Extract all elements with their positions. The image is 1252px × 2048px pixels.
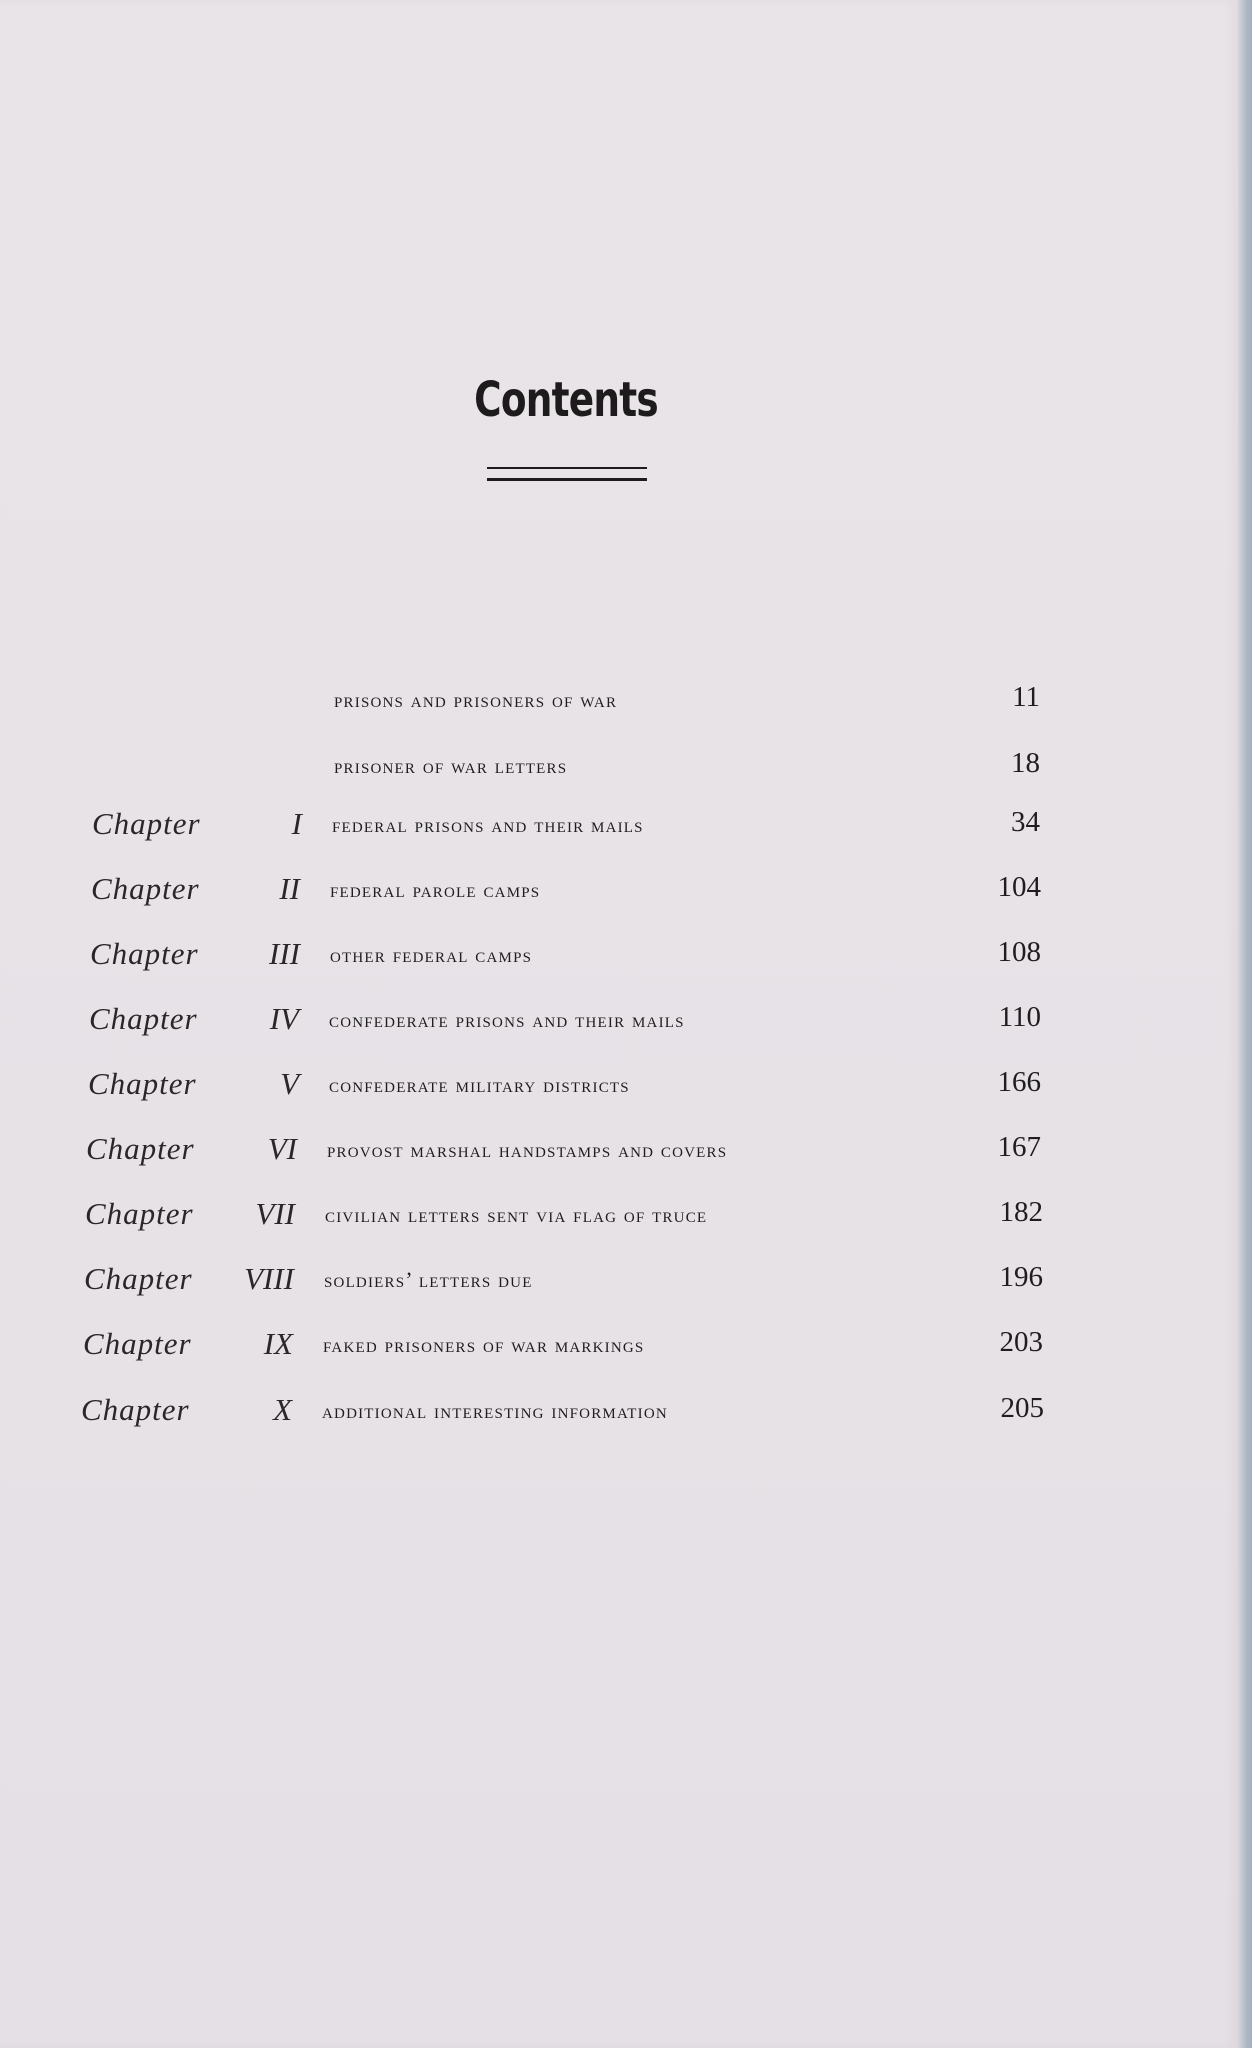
toc-entry [0,1326,1200,1366]
entry-page-number: 166 [997,1066,1041,1098]
chapter-number: I [291,806,302,841]
entry-title: additional interesting information [322,1398,668,1423]
entry-title: soldiers’ letters due [324,1267,533,1292]
chapter-word: Chapter [85,1196,194,1231]
chapter-label [83,1326,293,1366]
chapter-word: Chapter [84,1261,193,1296]
entry-page-number: 110 [998,1001,1041,1033]
entry-title: prisons and prisoners of war [334,687,618,712]
page-title: Contents [474,372,658,428]
entry-page-number: 205 [1000,1392,1044,1424]
toc-entry [0,1066,1200,1106]
chapter-number: VII [255,1196,295,1231]
entry-title: federal parole camps [330,877,541,902]
chapter-word: Chapter [89,1001,198,1036]
toc-entry [0,1001,1200,1041]
chapter-word: Chapter [81,1392,190,1427]
entry-page-number: 196 [999,1261,1043,1293]
title-rule-thin [487,467,647,469]
entry-title: civilian letters sent via flag of truce [325,1202,708,1227]
chapter-label [91,871,300,911]
chapter-label [81,1392,292,1432]
chapter-word: Chapter [92,806,201,841]
entry-title: faked prisoners of war markings [323,1332,645,1357]
chapter-word: Chapter [90,936,199,971]
chapter-label [85,1196,295,1236]
chapter-label [88,1066,299,1106]
entry-page-number: 18 [1011,747,1040,779]
chapter-word: Chapter [91,871,200,906]
entry-page-number: 203 [999,1326,1043,1358]
chapter-number: X [273,1392,292,1427]
chapter-label [90,936,300,976]
entry-page-number: 108 [997,936,1041,968]
chapter-number: IX [263,1326,293,1361]
entry-title: confederate prisons and their mails [329,1007,685,1032]
toc-entry [0,871,1200,911]
entry-page-number: 182 [999,1196,1043,1228]
entry-title: federal prisons and their mails [332,812,644,837]
chapter-number: II [279,871,300,906]
chapter-label [84,1261,294,1301]
toc-entry [0,806,1200,846]
chapter-label [92,806,302,846]
toc-entry [0,1392,1200,1432]
chapter-label [86,1131,297,1171]
entry-title: provost marshal handstamps and covers [327,1137,728,1162]
chapter-number: VIII [244,1261,294,1296]
entry-page-number: 11 [1012,681,1040,713]
entry-page-number: 104 [997,871,1041,903]
chapter-number: VI [267,1131,297,1166]
chapter-word: Chapter [86,1131,195,1166]
chapter-label [89,1001,299,1041]
entry-page-number: 167 [997,1131,1041,1163]
toc-entry [0,1261,1200,1301]
chapter-number: IV [269,1001,299,1036]
chapter-word: Chapter [88,1066,197,1101]
toc-entry [0,747,1200,787]
entry-title: confederate military districts [329,1072,630,1097]
toc-entry [0,1131,1200,1171]
chapter-number: V [280,1066,299,1101]
toc-entry [0,936,1200,976]
chapter-number: III [269,936,300,971]
title-rule-thick [487,478,647,481]
entry-title: prisoner of war letters [334,753,568,778]
toc-entry [0,681,1200,721]
entry-title: other federal camps [330,942,533,967]
page-edge [1238,0,1252,2048]
toc-entry [0,1196,1200,1236]
chapter-word: Chapter [83,1326,192,1361]
entry-page-number: 34 [1011,806,1040,838]
